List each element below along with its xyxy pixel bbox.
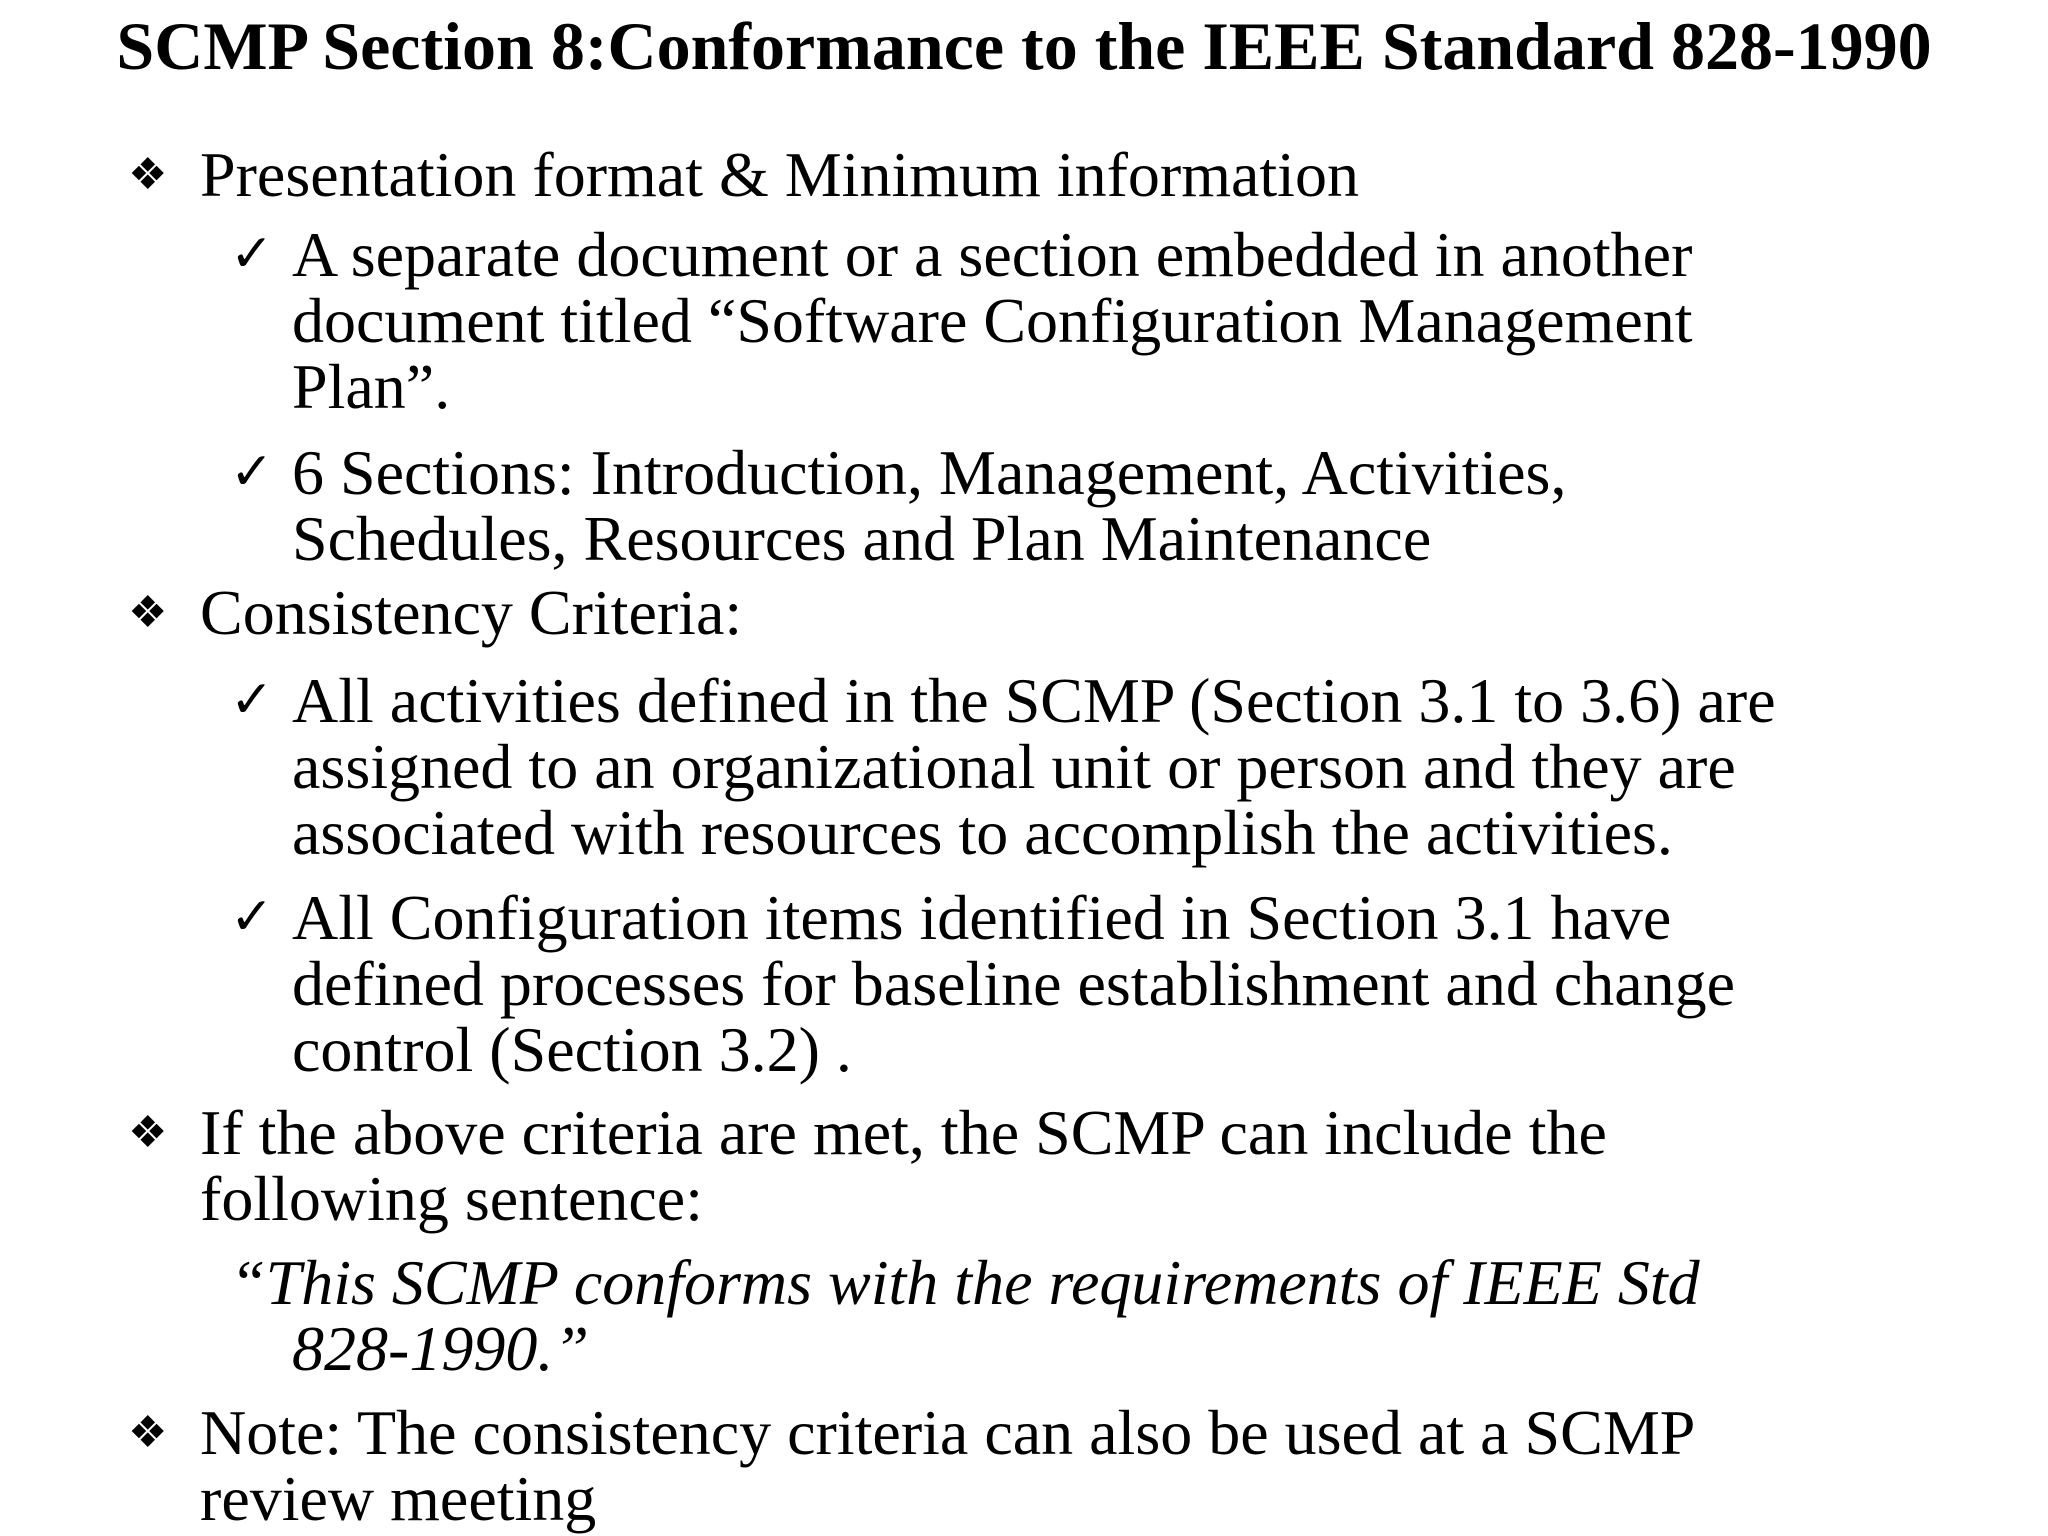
diamond-bullet-icon: ❖ bbox=[128, 150, 168, 199]
bullet-text-line: Consistency Criteria: bbox=[200, 577, 743, 648]
bullet-text-line: If the above criteria are met, the SCMP can include the bbox=[200, 1097, 1607, 1168]
sub-bullet-text-line: Plan”. bbox=[292, 351, 451, 422]
bullet-text-line: Note: The consistency criteria can also be used at a SCMP bbox=[200, 1397, 1696, 1468]
sub-bullet-text-line: All Configuration items identified in Section 3.1 have bbox=[292, 882, 1672, 953]
sub-bullet-text-line: associated with resources to accomplish the activities. bbox=[292, 797, 1673, 868]
checkmark-bullet-icon: ✓ bbox=[230, 889, 274, 946]
sub-bullet-text-line: All activities defined in the SCMP (Section 3.1 to 3.6) are bbox=[292, 665, 1776, 736]
sub-bullet-text-line: control (Section 3.2) . bbox=[292, 1014, 852, 1085]
checkmark-bullet-icon: ✓ bbox=[230, 444, 274, 501]
bullet-text-line: Presentation format & Minimum information bbox=[200, 139, 1359, 210]
checkmark-bullet-icon: ✓ bbox=[230, 226, 274, 283]
sub-bullet-text-line: A separate document or a section embedded in another bbox=[292, 219, 1693, 290]
sub-bullet-text-line: defined processes for baseline establishment and change bbox=[292, 948, 1736, 1019]
checkmark-bullet-icon: ✓ bbox=[230, 672, 274, 729]
slide-title: SCMP Section 8:Conformance to the IEEE Standard 828-1990 bbox=[116, 8, 1932, 84]
sub-bullet-text-line: 6 Sections: Introduction, Management, Activities, bbox=[292, 437, 1567, 508]
bullet-text-line: review meeting bbox=[200, 1463, 597, 1534]
bullet-text-line: following sentence: bbox=[200, 1163, 703, 1234]
diamond-bullet-icon: ❖ bbox=[128, 588, 168, 637]
diamond-bullet-icon: ❖ bbox=[128, 1408, 168, 1457]
quote-text-line: 828-1990.” bbox=[292, 1313, 589, 1384]
sub-bullet-text-line: assigned to an organizational unit or person and they are bbox=[292, 731, 1736, 802]
diamond-bullet-icon: ❖ bbox=[128, 1108, 168, 1157]
quote-text-line: “This SCMP conforms with the requirements of IEEE Std bbox=[230, 1247, 1700, 1318]
sub-bullet-text-line: document titled “Software Configuration Management bbox=[292, 285, 1693, 356]
sub-bullet-text-line: Schedules, Resources and Plan Maintenance bbox=[292, 503, 1432, 574]
